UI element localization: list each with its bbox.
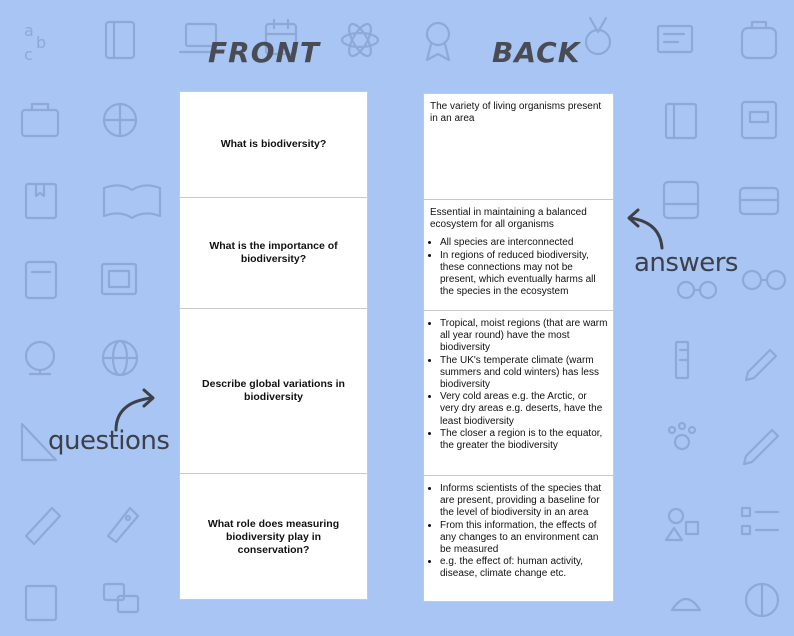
compass-icon	[746, 584, 778, 616]
world-icon	[103, 341, 137, 375]
question-card	[180, 198, 367, 309]
atom-icon	[342, 21, 378, 59]
front-heading: FRONT	[208, 36, 321, 69]
question-text: What role does measuring biodiversity play in conservation?	[207, 518, 340, 556]
briefcase-icon	[22, 104, 58, 136]
bookmark-book-icon	[26, 184, 56, 218]
svg-text:b: b	[36, 33, 47, 52]
medal-icon	[586, 18, 610, 54]
answer-card	[424, 476, 613, 603]
basketball-icon	[104, 104, 136, 136]
pencil-icon	[746, 350, 776, 380]
calculator-icon	[26, 262, 56, 298]
picture-frame-icon	[102, 264, 136, 294]
question-card	[180, 92, 367, 198]
answer-point: • The closer a region is to the equator, the greater the biodiversity	[440, 428, 608, 452]
question-text: What is the importance of biodiversity?	[209, 240, 338, 265]
answer-point: • All species are interconnected	[440, 237, 608, 249]
textbook-icon	[742, 102, 776, 138]
question-card	[180, 474, 367, 601]
questions-label: questions	[48, 426, 170, 456]
reading-glasses-icon	[743, 271, 785, 289]
fountain-pen-icon	[26, 508, 60, 544]
paw-icon	[669, 423, 695, 449]
answer-list	[430, 237, 608, 298]
shapes-icon	[666, 509, 698, 540]
back-heading: BACK	[492, 36, 581, 69]
mouse-icon	[672, 599, 700, 610]
front-column	[179, 91, 368, 600]
svg-text:c: c	[24, 45, 33, 64]
question-text: Describe global variations in biodiversity	[202, 378, 345, 403]
answer-point: • From this information, the effects of any changes to an environment can be measured	[440, 520, 608, 557]
pen-icon	[744, 430, 778, 464]
certificate-icon	[658, 26, 692, 52]
question-card	[180, 309, 367, 474]
checklist-icon	[742, 508, 778, 534]
notebook-icon	[106, 22, 134, 58]
answer-point: • e.g. the effect of: human activity, disease, climate change etc.	[440, 556, 608, 580]
glasses-icon	[678, 282, 716, 298]
question-text: What is biodiversity?	[220, 138, 327, 150]
coach-icon	[740, 188, 778, 214]
award-icon	[427, 23, 449, 60]
book-icon	[666, 104, 696, 138]
book-bottom-icon	[26, 586, 56, 620]
answer-card	[424, 200, 613, 311]
backpack-icon	[742, 22, 776, 58]
translate-icon	[104, 584, 138, 612]
nib-icon	[108, 508, 138, 542]
answer-point: • Tropical, moist regions (that are warm all year round) have the most biodiversity	[440, 318, 608, 355]
answer-point: • Informs scientists of the species that are present, providing a baseline for the level of biodiversity in an area	[440, 483, 608, 520]
answer-intro: The variety of living organisms present in an area	[430, 101, 602, 125]
ruler-icon	[676, 342, 688, 378]
answer-point: • In regions of reduced biodiversity, these connections may not be present, which eventually harms all the species in the ecosystem	[440, 250, 608, 299]
back-column	[423, 93, 614, 602]
abc-icon	[24, 21, 46, 64]
answer-point: • The UK's temperate climate (warm summers and cold winters) has less biodiversity	[440, 355, 608, 392]
answer-list	[430, 483, 608, 581]
open-book-icon	[104, 185, 160, 218]
answer-intro: Essential in maintaining a balanced ecosystem for all organisms	[430, 207, 587, 231]
answers-arrow-icon	[620, 204, 670, 254]
svg-text:a: a	[24, 21, 34, 40]
globe-icon	[26, 342, 54, 374]
answer-card	[424, 311, 613, 476]
answer-point: • Very cold areas e.g. the Arctic, or very dry areas e.g. deserts, have the least biodiversity	[440, 391, 608, 428]
answers-label: answers	[634, 248, 738, 278]
answer-list	[430, 318, 608, 452]
answer-card	[424, 94, 613, 200]
